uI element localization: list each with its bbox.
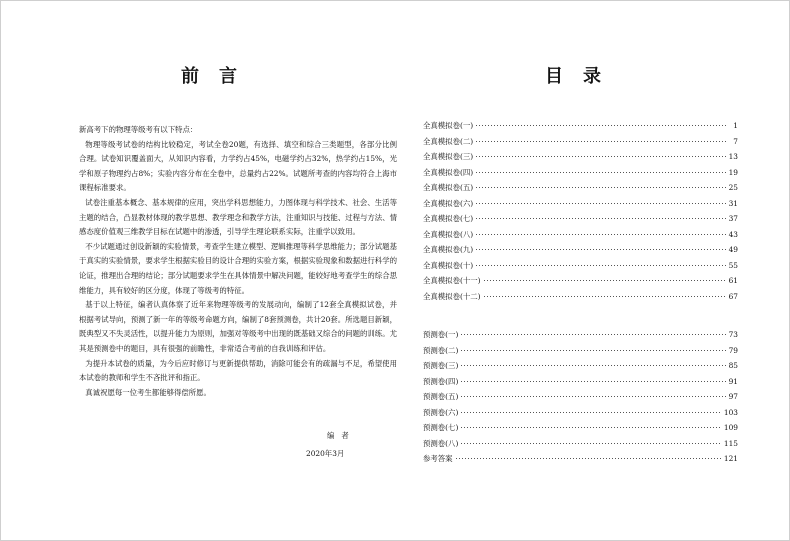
toc-dot-leader xyxy=(460,443,722,444)
toc-entry-label: 全真模拟卷(七) xyxy=(423,214,474,223)
toc-dot-leader xyxy=(460,427,722,428)
toc-entry-label: 全真模拟卷(十) xyxy=(423,260,474,270)
toc-entry-label: 预测卷(六) xyxy=(423,407,459,417)
toc-dot-leader xyxy=(475,249,726,250)
toc-dot-leader xyxy=(475,234,726,235)
toc-entry[interactable] xyxy=(423,420,738,436)
toc-entry[interactable] xyxy=(423,134,738,150)
toc-entry[interactable] xyxy=(423,389,738,405)
toc-entry-label: 参考答案 xyxy=(423,454,453,463)
toc-entry-page-number: 49 xyxy=(728,245,738,254)
toc-dot-leader xyxy=(455,458,722,459)
preface-paragraph-2: 试卷注重基本概念、基本规律的应用，突出学科思想能力，力图体现与科学技术、社会、生活等主题的结合，凸显教材体现的教学思想、教学理念和教学方法，注重知识与技能、过程与方法、情感态度价值观三维教学目标在试题中的渗透，引导学生理论联系实际，注重学以致用。 xyxy=(79,197,397,237)
toc-dot-leader xyxy=(460,334,726,335)
preface-paragraph-6: 真诚祝愿每一位考生都能够得偿所愿。 xyxy=(85,387,211,397)
preface-paragraph-1: 物理等级考试卷的结构比较稳定，考试全卷20题，有选择、填空和综合三类题型，各部分比例合理。试卷知识覆盖面大，从知识内容看，力学约占45%，电磁学约占32%，热学约占15%，光学和原子物理约占8%；实验内容分布在全卷中，总量约占22%。试题所考查的内容均符合上海市课程标准要求。 xyxy=(79,139,397,193)
toc-entry-label: 全真模拟卷(一) xyxy=(423,121,474,130)
toc-entry[interactable] xyxy=(423,211,738,227)
toc-dot-leader xyxy=(460,365,726,366)
toc-entry[interactable] xyxy=(423,451,738,467)
toc-dot-leader xyxy=(483,280,726,281)
toc-entry[interactable] xyxy=(423,149,738,165)
toc-entry-label: 全真模拟卷(二) xyxy=(423,136,474,146)
toc-dot-leader xyxy=(475,187,726,188)
toc-entry-label: 预测卷(一) xyxy=(423,330,459,339)
toc-dot-leader xyxy=(460,350,726,351)
toc-entry[interactable] xyxy=(423,118,738,134)
toc-dot-leader xyxy=(483,296,726,297)
toc-dot-leader xyxy=(460,381,726,382)
toc-dot-leader xyxy=(460,396,726,397)
toc-entry[interactable] xyxy=(423,374,738,390)
toc-entry-label: 预测卷(二) xyxy=(423,345,459,355)
toc-entry-label: 全真模拟卷(八) xyxy=(423,229,474,239)
toc-entry-label: 全真模拟卷(四) xyxy=(423,167,474,177)
toc-entry-page-number: 43 xyxy=(728,229,738,239)
toc-entry[interactable] xyxy=(423,258,738,274)
toc-entry-label: 全真模拟卷(三) xyxy=(423,152,474,161)
toc-group-mock-exams xyxy=(423,118,738,304)
toc-entry-label: 预测卷(四) xyxy=(423,376,459,386)
toc-entry-label: 全真模拟卷(十一) xyxy=(423,276,481,285)
toc-dot-leader xyxy=(475,265,726,266)
toc-entry-page-number: 37 xyxy=(728,214,738,223)
toc-page xyxy=(396,1,790,541)
preface-body xyxy=(79,123,397,400)
preface-date: 2020年3月 xyxy=(306,449,345,458)
toc-entry-page-number: 109 xyxy=(723,423,738,432)
toc-entry-page-number: 31 xyxy=(728,198,738,208)
toc-entry-label: 预测卷(八) xyxy=(423,438,459,448)
preface-intro: 新高考下的物理等级考有以下特点： xyxy=(79,125,198,134)
toc-dot-leader xyxy=(475,141,726,142)
toc-entry[interactable] xyxy=(423,180,738,196)
toc-entry-page-number: 19 xyxy=(728,167,738,177)
toc-entry-label: 预测卷(三) xyxy=(423,361,459,370)
preface-paragraph-4: 基于以上特征，编者认真体察了近年来物理等级考的发展动向，编制了12套全真模拟试卷，并根据考试导向，预测了新一年的等级考命题方向，编制了8套预测卷，共计20套。所选题目新颖，既典型又不失灵活性，以提升能力为原则，加强对等级考中出现的既基础又综合的问题的训练。尤其是预测卷中的题目，具有很强的前瞻性，非常适合考前的自我训练和评估。 xyxy=(79,300,397,353)
toc-entry[interactable] xyxy=(423,405,738,421)
toc-entry-page-number: 91 xyxy=(728,376,738,386)
preface-page xyxy=(1,1,396,541)
toc-entry-page-number: 25 xyxy=(728,183,738,192)
toc-group-spacer xyxy=(423,304,738,327)
preface-paragraph-3: 不少试题通过创设新颖的实验情景，考查学生建立模型、逻辑推理等科学思维能力；部分试题基于真实的实验情景，要求学生根据实验目的设计合理的实验方案，根据实验现象和数据进行科学的论证，推理出合理的结论；部分试题要求学生在具体情景中解决问题，能较好地考查学生的综合思维能力，具有较好的区分度，体现了等级考的特征。 xyxy=(79,241,397,295)
toc-entry-label: 预测卷(七) xyxy=(423,423,459,432)
toc-dot-leader xyxy=(475,156,726,157)
toc-dot-leader xyxy=(475,218,726,219)
toc-dot-leader xyxy=(475,203,726,204)
toc-entry-page-number: 1 xyxy=(733,121,738,130)
toc-entry[interactable] xyxy=(423,227,738,243)
toc-entry-page-number: 97 xyxy=(728,392,738,401)
toc-group-forecast-exams xyxy=(423,327,738,467)
toc-entry[interactable] xyxy=(423,358,738,374)
preface-signature: 编者 xyxy=(327,431,356,440)
toc-entry-page-number: 103 xyxy=(723,407,738,417)
toc-entry-page-number: 121 xyxy=(723,454,738,463)
toc-entry-page-number: 61 xyxy=(728,276,738,285)
toc-entry-label: 全真模拟卷(十二) xyxy=(423,291,481,301)
toc-entry-page-number: 67 xyxy=(728,291,738,301)
toc-entry-page-number: 7 xyxy=(733,136,738,146)
toc-list xyxy=(423,118,738,467)
toc-entry-label: 全真模拟卷(五) xyxy=(423,183,474,192)
toc-entry[interactable] xyxy=(423,196,738,212)
toc-entry[interactable] xyxy=(423,327,738,343)
toc-entry-page-number: 55 xyxy=(728,260,738,270)
toc-entry[interactable] xyxy=(423,242,738,258)
toc-entry-page-number: 13 xyxy=(728,152,738,161)
toc-entry-label: 全真模拟卷(九) xyxy=(423,245,474,254)
toc-entry-label: 预测卷(五) xyxy=(423,392,459,401)
toc-entry-page-number: 79 xyxy=(728,345,738,355)
toc-title: 目录 xyxy=(545,66,621,87)
toc-entry-page-number: 85 xyxy=(728,361,738,370)
toc-entry[interactable] xyxy=(423,436,738,452)
toc-entry[interactable] xyxy=(423,273,738,289)
toc-entry-page-number: 115 xyxy=(723,438,738,448)
toc-dot-leader xyxy=(475,172,726,173)
preface-title: 前言 xyxy=(181,66,257,87)
toc-entry-label: 全真模拟卷(六) xyxy=(423,198,474,208)
toc-entry-page-number: 73 xyxy=(728,330,738,339)
toc-entry[interactable] xyxy=(423,165,738,181)
toc-entry[interactable] xyxy=(423,343,738,359)
toc-entry[interactable] xyxy=(423,289,738,305)
toc-dot-leader xyxy=(460,412,722,413)
preface-paragraph-5: 为提升本试卷的质量，为今后应时修订与更新提供帮助，消除可能会有的疏漏与不足，希望使用本试卷的教师和学生不吝批评和指正。 xyxy=(79,358,397,383)
toc-dot-leader xyxy=(475,125,726,126)
